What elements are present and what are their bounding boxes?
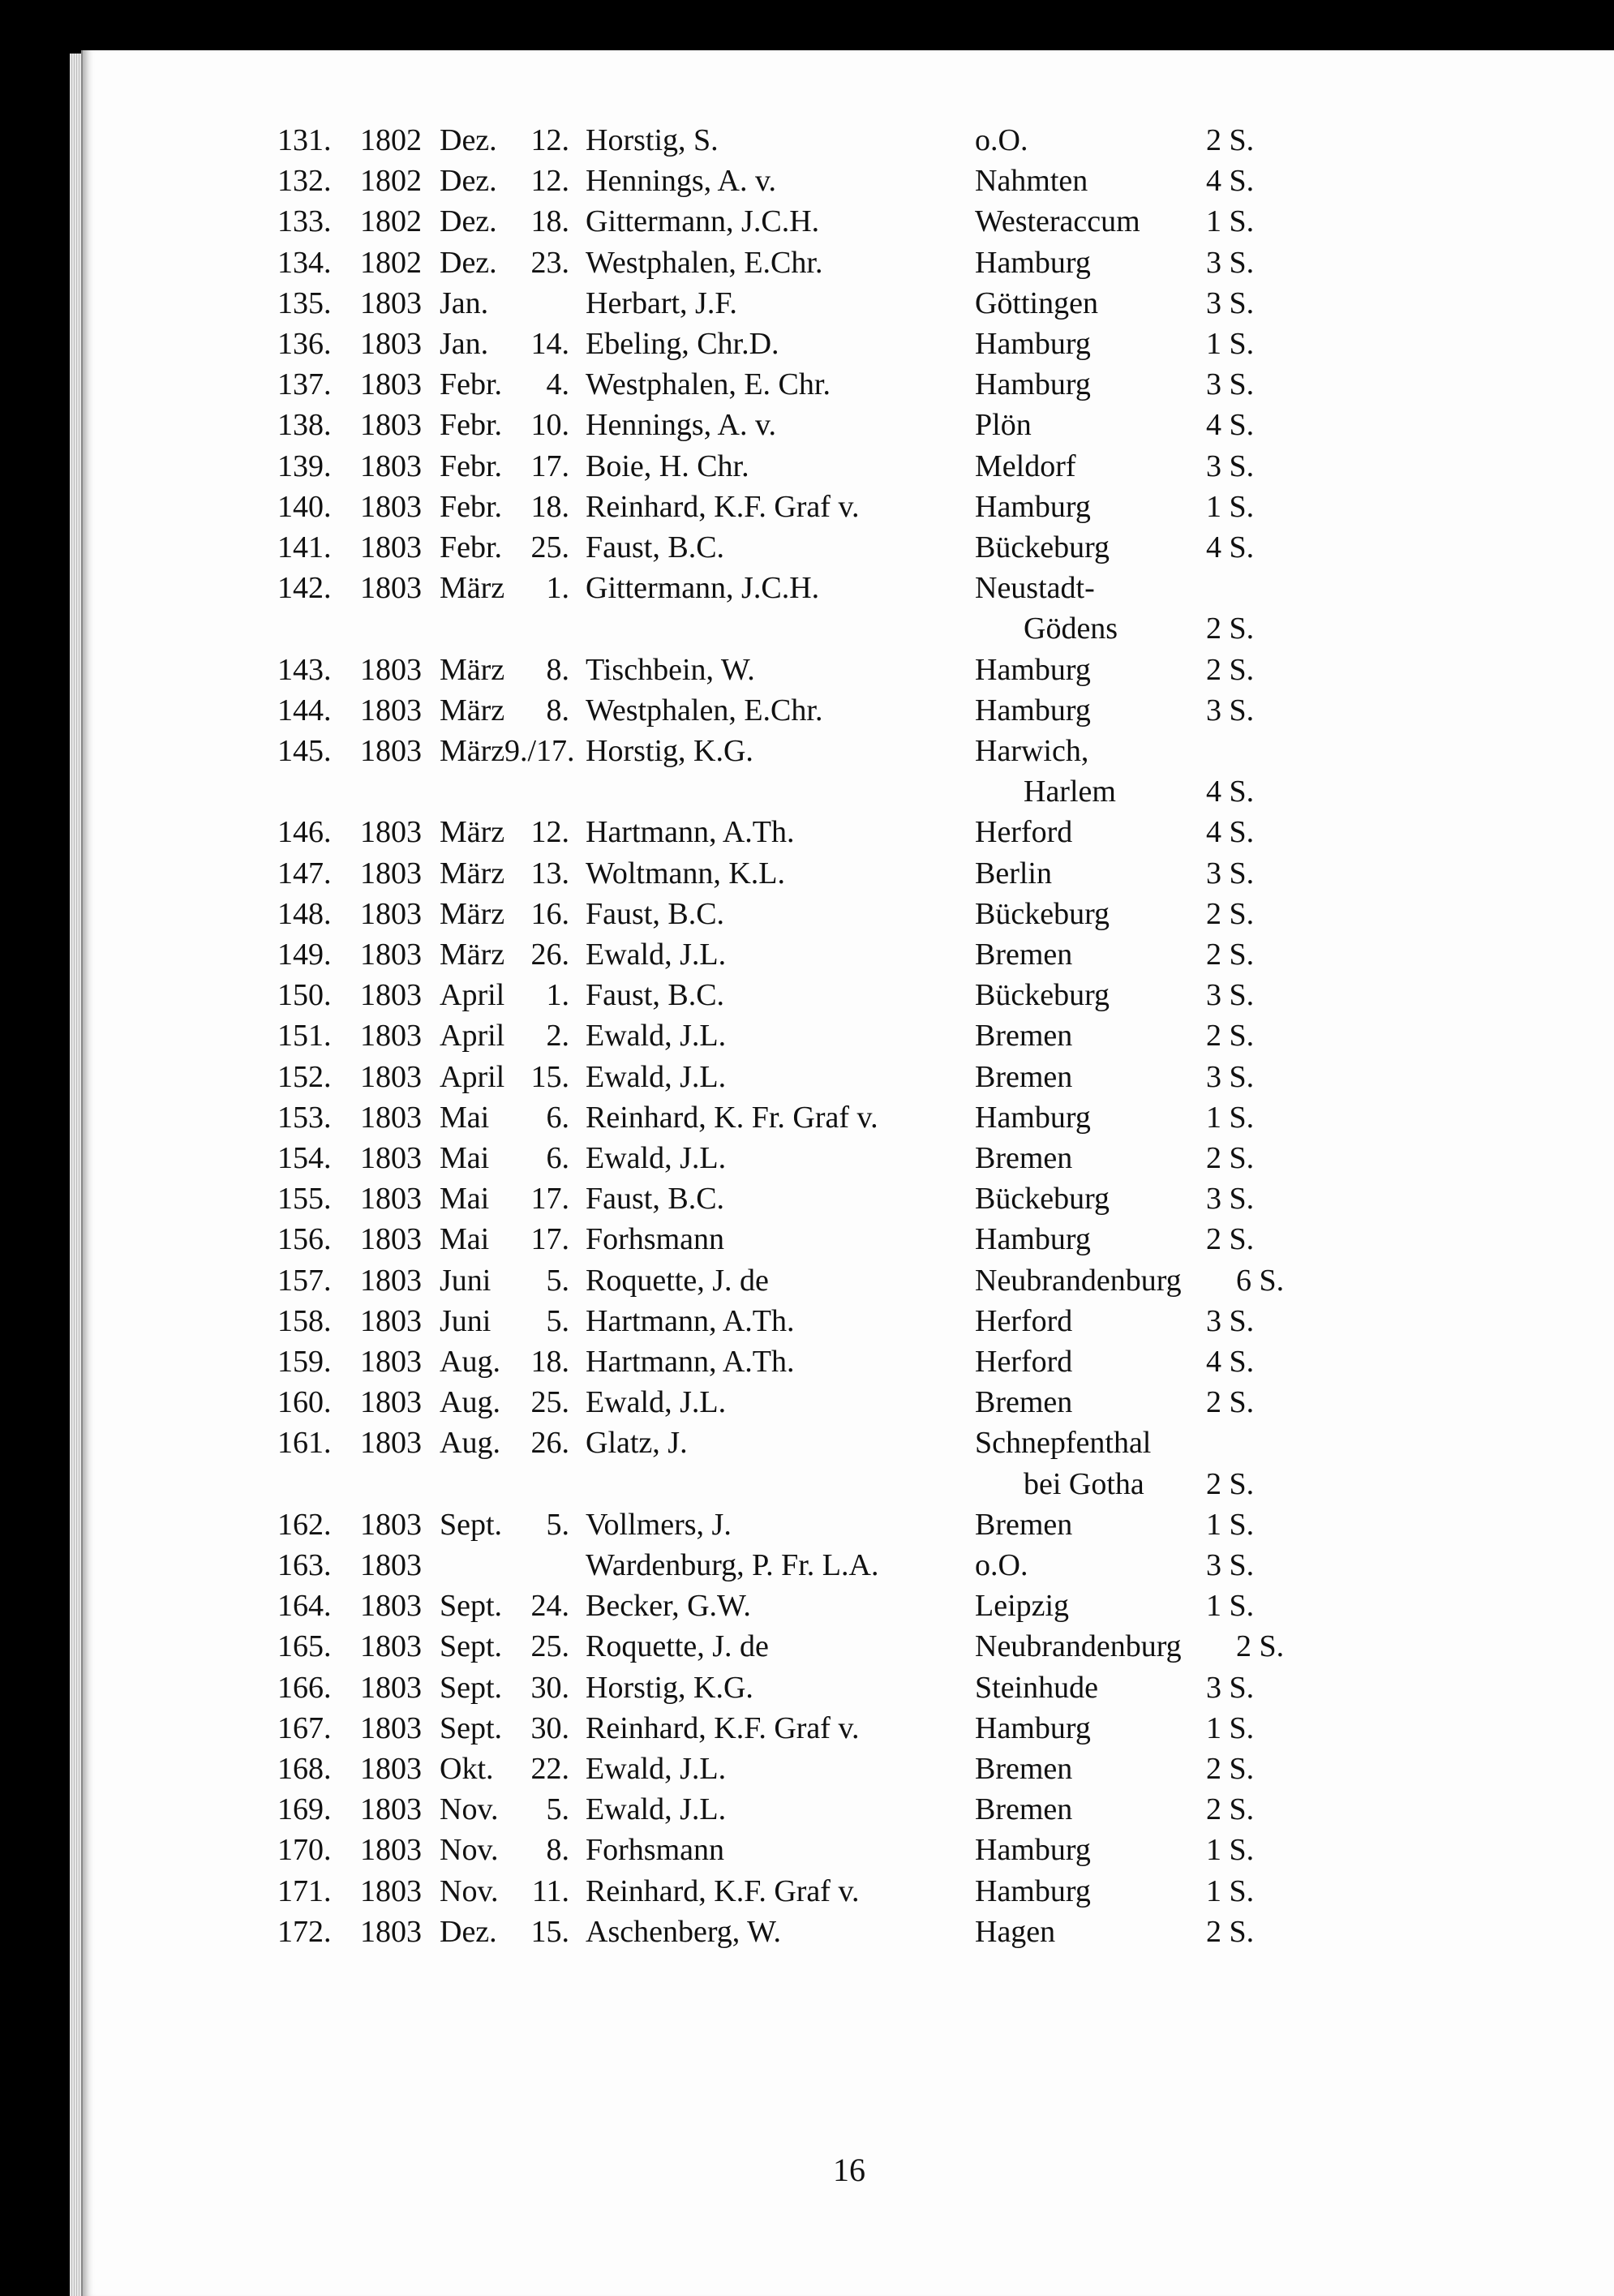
entry-year: 1803	[360, 530, 422, 564]
entry-year: 1803	[360, 489, 422, 524]
entry-place: Berlin	[975, 856, 1052, 891]
entry-correspondent: Gittermann, J.C.H.	[586, 204, 820, 239]
entry-day: 25.	[530, 1629, 569, 1664]
entry-place: Neubrandenburg	[975, 1263, 1182, 1298]
entry-correspondent: Westphalen, E. Chr.	[586, 367, 831, 402]
entry-month: Dez.	[440, 204, 497, 239]
entry-pages: 2 S.	[1236, 1629, 1285, 1664]
entry-correspondent: Hennings, A. v.	[586, 164, 777, 199]
entry-place: Bremen	[975, 1792, 1073, 1827]
entry-number: 166.	[277, 1670, 332, 1705]
entry-place: Hamburg	[975, 1710, 1091, 1745]
entry-correspondent: Ewald, J.L.	[586, 1752, 727, 1786]
entry-pages: 3 S.	[1206, 1303, 1255, 1338]
entry-correspondent: Herbart, J.F.	[586, 285, 737, 320]
document-page	[81, 50, 1614, 2296]
entry-day: 15.	[530, 1914, 569, 1949]
entry-year: 1803	[360, 734, 422, 768]
entry-number: 147.	[277, 856, 332, 891]
entry-pages: 1 S.	[1206, 204, 1255, 239]
entry-number: 159.	[277, 1345, 332, 1379]
entry-year: 1803	[360, 1019, 422, 1054]
entry-day: 16.	[530, 896, 569, 931]
entry-day: 30.	[530, 1670, 569, 1705]
entry-correspondent: Faust, B.C.	[586, 978, 725, 1013]
entry-day: 12.	[530, 815, 569, 850]
entry-day: 14.	[530, 327, 569, 361]
entry-correspondent: Reinhard, K.F. Graf v.	[586, 1873, 860, 1908]
entry-number: 138.	[277, 408, 332, 443]
entry-pages: 3 S.	[1206, 1182, 1255, 1217]
entry-pages: 4 S.	[1206, 164, 1255, 199]
entry-month: Febr.	[440, 489, 503, 524]
entry-month: Jan.	[440, 285, 489, 320]
entry-correspondent: Hartmann, A.Th.	[586, 815, 795, 850]
entry-place: Leipzig	[975, 1589, 1070, 1624]
entry-month: Febr.	[440, 448, 503, 483]
entry-pages: 1 S.	[1206, 489, 1255, 524]
entry-place: Hamburg	[975, 327, 1091, 361]
entry-month: Aug.	[440, 1385, 500, 1420]
entry-pages: 2 S.	[1206, 1019, 1255, 1054]
entry-correspondent: Westphalen, E.Chr.	[586, 693, 823, 727]
page-number: 16	[833, 2152, 865, 2188]
entry-pages: 2 S.	[1206, 612, 1255, 646]
entry-place: Bremen	[975, 938, 1073, 972]
entry-place-continued: Harlem	[1024, 775, 1116, 809]
entry-year: 1803	[360, 1752, 422, 1786]
entry-year: 1803	[360, 693, 422, 727]
entry-year: 1803	[360, 896, 422, 931]
entry-pages: 1 S.	[1206, 1710, 1255, 1745]
entry-month: Febr.	[440, 530, 503, 564]
entry-number: 150.	[277, 978, 332, 1013]
entry-place: Bückeburg	[975, 1182, 1110, 1217]
entry-year: 1803	[360, 285, 422, 320]
entry-day: 26.	[530, 1426, 569, 1461]
entry-place-continued: bei Gotha	[1024, 1466, 1144, 1501]
entry-month: Dez.	[440, 164, 497, 199]
entry-place: Bremen	[975, 1752, 1073, 1786]
entry-correspondent: Glatz, J.	[586, 1426, 688, 1461]
entry-place: Bremen	[975, 1019, 1073, 1054]
entry-place: Herford	[975, 815, 1073, 850]
entry-month: April	[440, 978, 505, 1013]
entry-number: 165.	[277, 1629, 332, 1664]
entry-month: Febr.	[440, 408, 503, 443]
entry-day: 8.	[546, 652, 569, 687]
entry-number: 161.	[277, 1426, 332, 1461]
entry-number: 158.	[277, 1303, 332, 1338]
entry-pages: 4 S.	[1206, 408, 1255, 443]
entry-day: 4.	[546, 367, 569, 402]
entry-month: Sept.	[440, 1589, 503, 1624]
entry-day: 12.	[530, 164, 569, 199]
entry-year: 1803	[360, 1833, 422, 1868]
entry-year: 1803	[360, 327, 422, 361]
entry-year: 1803	[360, 815, 422, 850]
entry-year: 1803	[360, 1385, 422, 1420]
entry-year: 1802	[360, 123, 422, 157]
entry-place: Bremen	[975, 1059, 1073, 1094]
entry-year: 1803	[360, 1589, 422, 1624]
entry-year: 1803	[360, 1710, 422, 1745]
entry-number: 148.	[277, 896, 332, 931]
entry-year: 1803	[360, 1507, 422, 1542]
entry-pages: 3 S.	[1206, 1059, 1255, 1094]
entry-number: 134.	[277, 245, 332, 280]
book-gutter	[70, 54, 81, 2296]
entry-place: Harwich,	[975, 734, 1089, 768]
entry-month: Dez.	[440, 123, 497, 157]
entry-day: 13.	[530, 856, 569, 891]
entry-month: Okt.	[440, 1752, 494, 1786]
entry-correspondent: Hartmann, A.Th.	[586, 1303, 795, 1338]
entry-year: 1803	[360, 1263, 422, 1298]
entry-pages: 3 S.	[1206, 1670, 1255, 1705]
entry-month: Mai	[440, 1222, 490, 1257]
entry-day: 23.	[530, 245, 569, 280]
entry-month: April	[440, 1059, 505, 1094]
entry-day: 25.	[530, 1385, 569, 1420]
entry-place: Bremen	[975, 1507, 1073, 1542]
entry-day: 17.	[530, 1182, 569, 1217]
entry-year: 1802	[360, 204, 422, 239]
entry-day: 8.	[546, 1833, 569, 1868]
entry-correspondent: Reinhard, K.F. Graf v.	[586, 1710, 860, 1745]
entry-correspondent: Aschenberg, W.	[586, 1914, 781, 1949]
entry-month: Aug.	[440, 1426, 500, 1461]
entry-number: 139.	[277, 448, 332, 483]
entry-pages: 2 S.	[1206, 1141, 1255, 1175]
entry-month: März	[440, 938, 505, 972]
entry-place: Herford	[975, 1303, 1073, 1338]
entry-year: 1803	[360, 1670, 422, 1705]
entry-correspondent: Faust, B.C.	[586, 530, 725, 564]
entry-year: 1803	[360, 1222, 422, 1257]
entry-pages: 4 S.	[1206, 530, 1255, 564]
entry-month: Mai	[440, 1141, 490, 1175]
entry-month: Mai	[440, 1100, 490, 1135]
entry-year: 1803	[360, 1100, 422, 1135]
entry-year: 1803	[360, 1182, 422, 1217]
entry-pages: 4 S.	[1206, 775, 1255, 809]
entry-place: Herford	[975, 1345, 1073, 1379]
entry-year: 1803	[360, 1141, 422, 1175]
entry-pages: 3 S.	[1206, 367, 1255, 402]
entry-number: 132.	[277, 164, 332, 199]
entry-month: Dez.	[440, 1914, 497, 1949]
entry-correspondent: Ewald, J.L.	[586, 1059, 727, 1094]
entry-correspondent: Faust, B.C.	[586, 1182, 725, 1217]
entry-pages: 6 S.	[1236, 1263, 1285, 1298]
entry-day: 8.	[546, 693, 569, 727]
entry-day: 25.	[530, 530, 569, 564]
entry-pages: 1 S.	[1206, 1833, 1255, 1868]
entry-place: Bückeburg	[975, 530, 1110, 564]
entry-correspondent: Becker, G.W.	[586, 1589, 751, 1624]
entry-year: 1802	[360, 245, 422, 280]
entry-year: 1803	[360, 1629, 422, 1664]
entry-day: 1.	[546, 978, 569, 1013]
entry-year: 1803	[360, 1345, 422, 1379]
entry-place: Hagen	[975, 1914, 1056, 1949]
entry-number: 156.	[277, 1222, 332, 1257]
entry-pages: 2 S.	[1206, 1792, 1255, 1827]
entry-day: 10.	[530, 408, 569, 443]
entry-correspondent: Vollmers, J.	[586, 1507, 732, 1542]
entry-pages: 1 S.	[1206, 1589, 1255, 1624]
entry-correspondent: Woltmann, K.L.	[586, 856, 786, 891]
entry-number: 135.	[277, 285, 332, 320]
entry-place: Neubrandenburg	[975, 1629, 1182, 1664]
entry-year: 1803	[360, 448, 422, 483]
entry-month: Juni	[440, 1263, 491, 1298]
entry-month: März	[440, 571, 505, 606]
entry-day: 2.	[546, 1019, 569, 1054]
entry-number: 157.	[277, 1263, 332, 1298]
entry-month: März	[440, 734, 505, 768]
entry-pages: 2 S.	[1206, 652, 1255, 687]
entry-year: 1803	[360, 408, 422, 443]
entry-correspondent: Ewald, J.L.	[586, 1385, 727, 1420]
entry-pages: 2 S.	[1206, 1914, 1255, 1949]
entry-pages: 4 S.	[1206, 815, 1255, 850]
entry-correspondent: Ewald, J.L.	[586, 1141, 727, 1175]
entry-day: 11.	[531, 1873, 569, 1908]
entry-month: März	[440, 856, 505, 891]
entry-number: 137.	[277, 367, 332, 402]
entry-pages: 2 S.	[1206, 1222, 1255, 1257]
entry-number: 170.	[277, 1833, 332, 1868]
entry-number: 163.	[277, 1548, 332, 1582]
entry-pages: 3 S.	[1206, 978, 1255, 1013]
entry-number: 145.	[277, 734, 332, 768]
entry-month: Nov.	[440, 1873, 499, 1908]
entry-year: 1803	[360, 571, 422, 606]
entry-number: 149.	[277, 938, 332, 972]
entry-year: 1803	[360, 1426, 422, 1461]
entry-number: 133.	[277, 204, 332, 239]
entry-month: Sept.	[440, 1629, 503, 1664]
entry-place: o.O.	[975, 123, 1028, 157]
entry-place: Meldorf	[975, 448, 1076, 483]
entry-day: 18.	[530, 1345, 569, 1379]
entry-correspondent: Ewald, J.L.	[586, 1019, 727, 1054]
entry-month: März	[440, 693, 505, 727]
entry-number: 131.	[277, 123, 332, 157]
entry-year: 1803	[360, 938, 422, 972]
entry-month: Sept.	[440, 1710, 503, 1745]
entry-day: 5.	[546, 1263, 569, 1298]
entry-pages: 1 S.	[1206, 1873, 1255, 1908]
entry-pages: 2 S.	[1206, 896, 1255, 931]
entry-correspondent: Reinhard, K. Fr. Graf v.	[586, 1100, 878, 1135]
entry-place: Hamburg	[975, 652, 1091, 687]
entry-correspondent: Roquette, J. de	[586, 1629, 769, 1664]
entry-month: Sept.	[440, 1507, 503, 1542]
entry-correspondent: Horstig, S.	[586, 123, 719, 157]
entry-number: 164.	[277, 1589, 332, 1624]
entry-correspondent: Ebeling, Chr.D.	[586, 327, 779, 361]
entry-correspondent: Gittermann, J.C.H.	[586, 571, 820, 606]
entry-pages: 3 S.	[1206, 285, 1255, 320]
entry-pages: 3 S.	[1206, 448, 1255, 483]
entry-number: 160.	[277, 1385, 332, 1420]
entry-day: 18.	[530, 204, 569, 239]
entry-place: Hamburg	[975, 245, 1091, 280]
entry-number: 155.	[277, 1182, 332, 1217]
entry-day: 17.	[530, 448, 569, 483]
entry-number: 162.	[277, 1507, 332, 1542]
entry-number: 143.	[277, 652, 332, 687]
entry-number: 154.	[277, 1141, 332, 1175]
entry-year: 1803	[360, 1059, 422, 1094]
entry-pages: 2 S.	[1206, 1752, 1255, 1786]
entry-correspondent: Westphalen, E.Chr.	[586, 245, 823, 280]
entry-year: 1803	[360, 652, 422, 687]
entry-correspondent: Roquette, J. de	[586, 1263, 769, 1298]
entry-month: März	[440, 815, 505, 850]
entry-number: 169.	[277, 1792, 332, 1827]
entry-day: 9./17.	[504, 734, 575, 768]
entry-number: 142.	[277, 571, 332, 606]
entry-correspondent: Reinhard, K.F. Graf v.	[586, 489, 860, 524]
entry-year: 1803	[360, 1873, 422, 1908]
entry-day: 24.	[530, 1589, 569, 1624]
entry-day: 1.	[546, 571, 569, 606]
entry-correspondent: Forhsmann	[586, 1222, 724, 1257]
entry-number: 146.	[277, 815, 332, 850]
entry-pages: 2 S.	[1206, 1466, 1255, 1501]
entry-month: April	[440, 1019, 505, 1054]
entry-pages: 2 S.	[1206, 123, 1255, 157]
entry-place: Hamburg	[975, 1100, 1091, 1135]
entry-place: Bückeburg	[975, 978, 1110, 1013]
entry-month: Nov.	[440, 1792, 499, 1827]
entry-correspondent: Boie, H. Chr.	[586, 448, 749, 483]
entry-place: Bremen	[975, 1141, 1073, 1175]
entry-year: 1802	[360, 164, 422, 199]
entry-month: Mai	[440, 1182, 490, 1217]
entry-day: 12.	[530, 123, 569, 157]
entry-correspondent: Ewald, J.L.	[586, 1792, 727, 1827]
entry-number: 153.	[277, 1100, 332, 1135]
entry-correspondent: Hartmann, A.Th.	[586, 1345, 795, 1379]
entry-month: Dez.	[440, 245, 497, 280]
entry-pages: 3 S.	[1206, 856, 1255, 891]
entry-correspondent: Ewald, J.L.	[586, 938, 727, 972]
entry-place: Steinhude	[975, 1670, 1098, 1705]
entry-number: 144.	[277, 693, 332, 727]
entry-month: März	[440, 652, 505, 687]
entry-place: Hamburg	[975, 1873, 1091, 1908]
entry-correspondent: Forhsmann	[586, 1833, 724, 1868]
entry-number: 151.	[277, 1019, 332, 1054]
entry-number: 141.	[277, 530, 332, 564]
entry-pages: 1 S.	[1206, 1507, 1255, 1542]
entry-number: 152.	[277, 1059, 332, 1094]
entry-place: o.O.	[975, 1548, 1028, 1582]
entry-pages: 3 S.	[1206, 1548, 1255, 1582]
entry-correspondent: Tischbein, W.	[586, 652, 755, 687]
entry-day: 26.	[530, 938, 569, 972]
entry-pages: 1 S.	[1206, 327, 1255, 361]
entry-day: 5.	[546, 1507, 569, 1542]
entry-place: Hamburg	[975, 367, 1091, 402]
entry-place: Nahmten	[975, 164, 1088, 199]
entry-year: 1803	[360, 856, 422, 891]
entry-year: 1803	[360, 1914, 422, 1949]
entry-month: März	[440, 896, 505, 931]
entry-month: Aug.	[440, 1345, 500, 1379]
entry-day: 5.	[546, 1303, 569, 1338]
entry-place: Westeraccum	[975, 204, 1140, 239]
entry-day: 15.	[530, 1059, 569, 1094]
entry-place: Hamburg	[975, 693, 1091, 727]
entry-day: 6.	[546, 1100, 569, 1135]
entry-correspondent: Horstig, K.G.	[586, 734, 753, 768]
entry-place: Bückeburg	[975, 896, 1110, 931]
entry-month: Juni	[440, 1303, 491, 1338]
entry-month: Febr.	[440, 367, 503, 402]
entry-correspondent: Wardenburg, P. Fr. L.A.	[586, 1548, 879, 1582]
entry-pages: 3 S.	[1206, 693, 1255, 727]
entry-year: 1803	[360, 1548, 422, 1582]
entry-pages: 2 S.	[1206, 938, 1255, 972]
entry-number: 140.	[277, 489, 332, 524]
entry-day: 18.	[530, 489, 569, 524]
entry-number: 168.	[277, 1752, 332, 1786]
entry-place: Plön	[975, 408, 1032, 443]
entry-month: Sept.	[440, 1670, 503, 1705]
entry-pages: 2 S.	[1206, 1385, 1255, 1420]
entry-place: Hamburg	[975, 1222, 1091, 1257]
entry-place: Hamburg	[975, 1833, 1091, 1868]
entry-pages: 1 S.	[1206, 1100, 1255, 1135]
entry-number: 172.	[277, 1914, 332, 1949]
entry-correspondent: Horstig, K.G.	[586, 1670, 753, 1705]
entry-year: 1803	[360, 1792, 422, 1827]
entry-day: 5.	[546, 1792, 569, 1827]
entry-year: 1803	[360, 978, 422, 1013]
entry-day: 22.	[530, 1752, 569, 1786]
entry-number: 167.	[277, 1710, 332, 1745]
entry-month: Jan.	[440, 327, 489, 361]
entry-day: 17.	[530, 1222, 569, 1257]
entry-place-continued: Gödens	[1024, 612, 1118, 646]
entry-number: 171.	[277, 1873, 332, 1908]
entry-year: 1803	[360, 1303, 422, 1338]
entry-place: Bremen	[975, 1385, 1073, 1420]
entry-number: 136.	[277, 327, 332, 361]
entry-correspondent: Faust, B.C.	[586, 896, 725, 931]
entry-pages: 4 S.	[1206, 1345, 1255, 1379]
entry-place: Göttingen	[975, 285, 1098, 320]
entry-place: Neustadt-	[975, 571, 1095, 606]
entry-day: 6.	[546, 1141, 569, 1175]
entry-day: 30.	[530, 1710, 569, 1745]
entry-pages: 3 S.	[1206, 245, 1255, 280]
entry-place: Hamburg	[975, 489, 1091, 524]
entry-correspondent: Hennings, A. v.	[586, 408, 777, 443]
entry-month: Nov.	[440, 1833, 499, 1868]
entry-place: Schnepfenthal	[975, 1426, 1152, 1461]
entry-year: 1803	[360, 367, 422, 402]
